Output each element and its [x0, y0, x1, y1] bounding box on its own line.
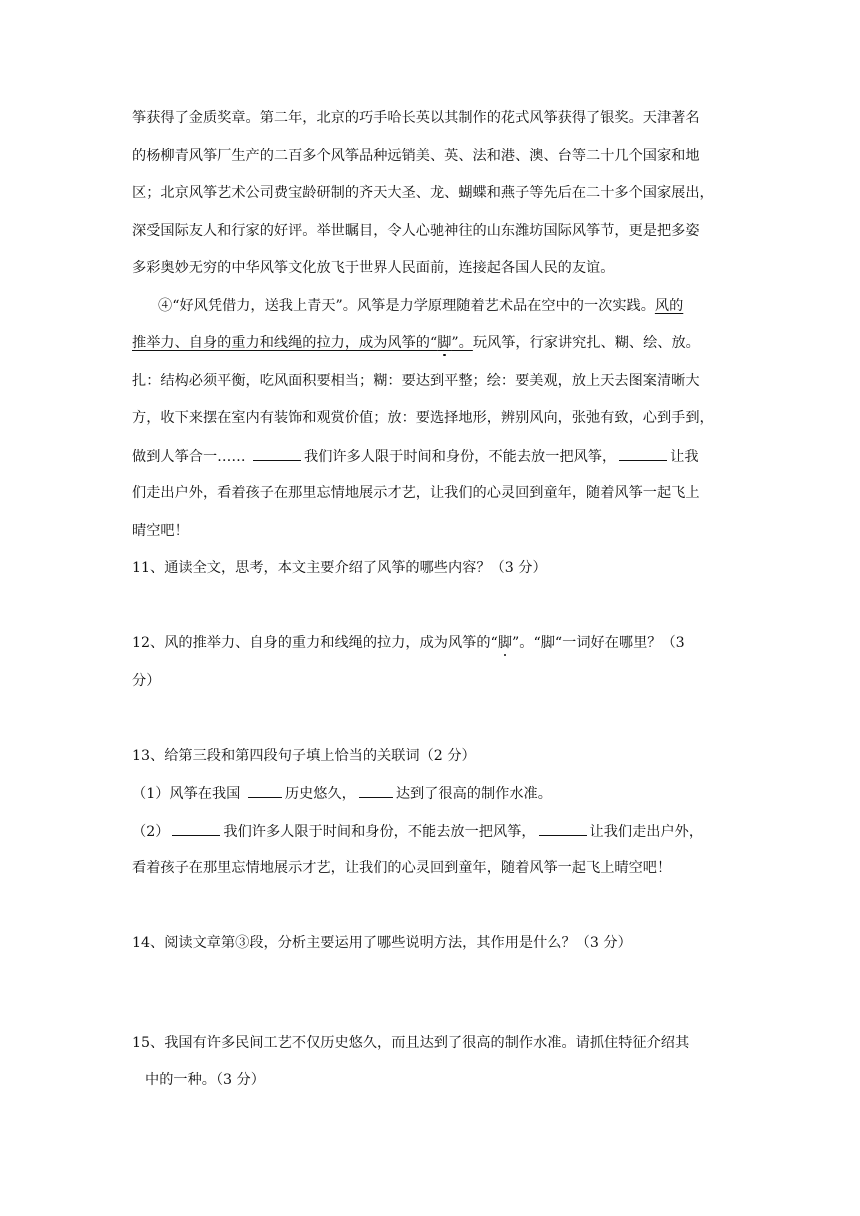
fill-blank: [619, 446, 667, 461]
answer-blank[interactable]: [359, 783, 393, 798]
question-text: 达到了很高的制作水准。: [395, 786, 552, 802]
paragraph-line: 筝获得了金质奖章。第二年，北京的巧手哈长英以其制作的花式风筝获得了银奖。天津著名: [132, 110, 700, 126]
question-text: 12、风的推举力、自身的重力和线绳的拉力，成为风筝的“: [132, 635, 498, 651]
question-13-item-1: [132, 783, 732, 804]
paragraph-4-line-2: [132, 333, 732, 353]
paragraph-text: 我们许多人限于时间和身份，不能去放一把风筝，: [304, 449, 617, 465]
question-text: （2）: [132, 824, 170, 840]
question-13: 13、给第三段和第四段句子填上恰当的关联词（2 分）: [132, 748, 476, 764]
paragraph-text: 玩风筝，行家讲究扎、糊、绘、放。: [472, 335, 700, 351]
answer-blank[interactable]: [172, 821, 220, 836]
paragraph-text: ④“好风凭借力，送我上青天”。风筝是力学原理随着艺术品在空中的一次实践。: [158, 298, 655, 314]
paragraph-4-line-1: [158, 296, 758, 316]
paragraph-text: 做到人筝合一……: [132, 449, 251, 465]
emphasis-dot-char: 脚: [497, 635, 513, 651]
fill-blank: [253, 446, 301, 461]
emphasis-dot-char: 脚: [437, 335, 452, 351]
paragraph-line: 多彩奥妙无穷的中华风筝文化放飞于世界人民面前，连接起各国人民的友谊。: [132, 260, 615, 276]
paragraph-line: 晴空吧！: [132, 523, 189, 539]
paragraph-text: 让我: [670, 449, 699, 465]
paragraph-4-line-5: [132, 446, 732, 467]
question-text: 历史悠久，: [284, 786, 356, 802]
paragraph-line: 的杨柳青风筝厂生产的二百多个风筝品种远销美、英、法和港、澳、台等二十几个国家和地: [132, 148, 700, 164]
paragraph-line: 们走出户外，看着孩子在那里忘情地展示才艺，让我们的心灵回到童年，随着风筝一起飞上: [132, 485, 700, 501]
question-12-cont: 分）: [132, 673, 161, 689]
question-12: [132, 633, 732, 653]
answer-blank[interactable]: [248, 783, 282, 798]
question-11: 11、通读全文，思考，本文主要介绍了风筝的哪些内容？（3 分）: [132, 560, 547, 576]
underlined-text-part: ”。: [451, 335, 473, 351]
paragraph-line: 扎：结构必须平衡，吃风面积要相当；糊：要达到平整；绘：要美观，放上天去图案清晰大: [132, 373, 700, 389]
question-text: （1）风筝在我国: [132, 786, 245, 802]
paragraph-line: 区；北京风筝艺术公司费宝龄研制的齐天大圣、龙、蝴蝶和燕子等先后在二十多个国家展出，: [132, 185, 714, 201]
question-text: 让我们走出户外，: [589, 824, 704, 840]
question-15-cont: 中的一种。（3 分）: [145, 1072, 265, 1088]
question-text: 我们许多人限于时间和身份，不能去放一把风筝，: [223, 824, 536, 840]
underlined-text-part: 推举力、自身的重力和线绳的拉力，成为风筝的“: [132, 335, 438, 351]
underlined-text: [132, 335, 473, 351]
underlined-text: 风的: [654, 298, 684, 314]
paragraph-line: 方，收下来摆在室内有装饰和观赏价值；放：要选择地形，辨别风向，张弛有致，心到手到，: [132, 410, 714, 426]
question-15: 15、我国有许多民间工艺不仅历史悠久，而且达到了很高的制作水准。请抓住特征介绍其: [132, 1035, 690, 1051]
question-text: ”。“脚“一词好在哪里？（3: [512, 635, 685, 651]
answer-blank[interactable]: [539, 821, 587, 836]
question-14: 14、阅读文章第③段，分析主要运用了哪些说明方法，其作用是什么？（3 分）: [132, 935, 632, 951]
paragraph-line: 深受国际友人和行家的好评。举世瞩目，令人心驰神往的山东潍坊国际风筝节，更是把多姿: [132, 223, 700, 239]
question-13-item-2-cont: 看着孩子在那里忘情地展示才艺，让我们的心灵回到童年，随着风筝一起飞上晴空吧！: [132, 860, 672, 876]
question-13-item-2: [132, 821, 732, 842]
